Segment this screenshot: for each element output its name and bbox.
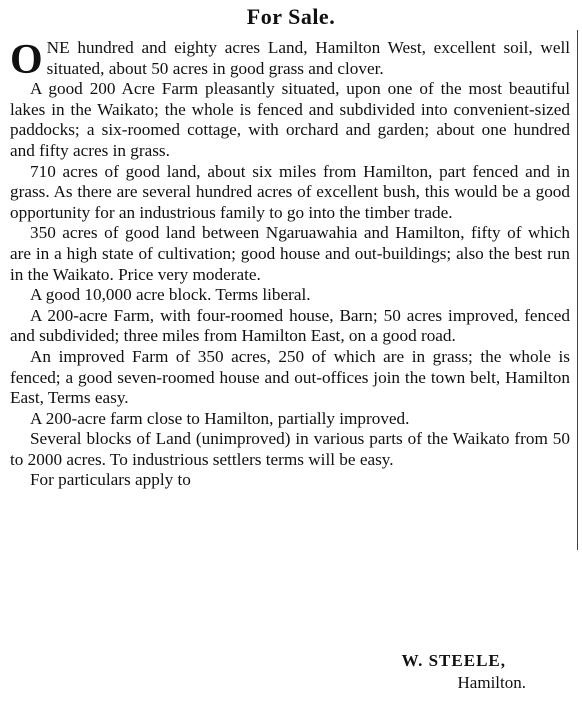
agent-name: W. STEELE, [401,651,506,670]
column-rule [577,30,578,550]
signature-block [402,650,526,694]
listing-text: NE hundred and eighty acres Land, Hamilton West, excellent soil, well situated, about 50 acres in good grass and clover. [46,38,570,78]
ad-body [10,38,570,491]
listing-paragraph-3: 710 acres of good land, about six miles from Hamilton, part fenced and in grass. As there are several hundred acres of excellent bush, this would be a good opportunity for an industrious family to go into the timber trade. [10,161,570,222]
listing-paragraph-4: 350 acres of good land between Ngaruawahia and Hamilton, fifty of which are in a high state of cultivation; good house and out-buildings; also the best run in the Waikato. Price very moderate. [10,223,570,284]
contact-line: For particulars apply to [30,470,191,490]
ad-title: For Sale. [246,4,336,29]
listing-paragraph-5: A good 10,000 acre block. Terms liberal. [30,285,311,305]
listing-paragraph-6: A 200-acre Farm, with four-roomed house, Barn; 50 acres improved, fenced and subdivided; three miles from Hamilton East, on a good road. [10,305,570,346]
listing-paragraph-8: A 200-acre farm close to Hamilton, partially improved. [30,408,410,428]
listing-paragraph-9: Several blocks of Land (unimproved) in various parts of the Waikato from 50 to 2000 acres. To industrious settlers terms will be easy. [10,429,570,469]
listing-paragraph-2: A good 200 Acre Farm pleasantly situated, upon one of the most beautiful lakes in the Waikato; the whole is fenced and subdivided into convenient-sized paddocks; a six-roomed cottage, with orchard and garden; about one hundred and fifty acres in grass. [10,79,570,160]
listing-paragraph-7: An improved Farm of 350 acres, 250 of which are in grass; the whole is fenced; a good seven-roomed house and out-offices join the town belt, Hamilton East, Terms easy. [10,346,570,408]
listing-paragraph-1 [10,37,570,83]
agent-location: Hamilton. [457,673,526,692]
drop-cap: O [10,37,43,83]
